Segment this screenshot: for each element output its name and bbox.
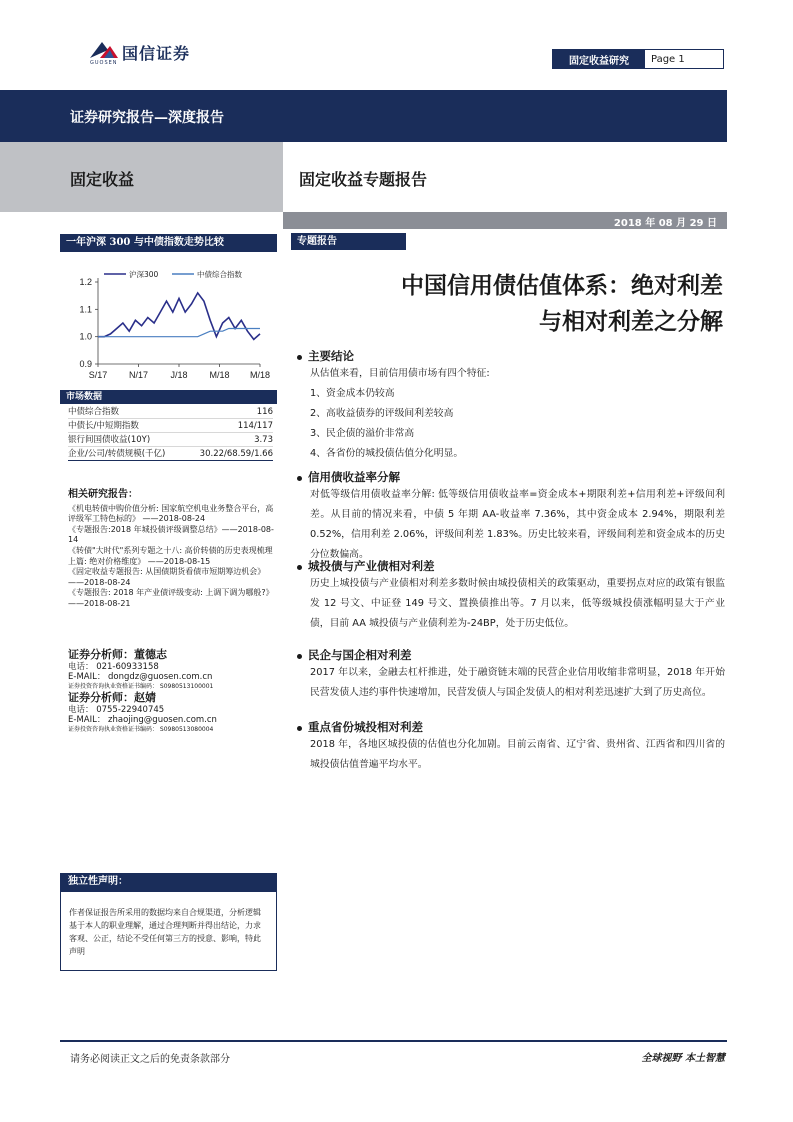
section-body: 2017 年以来，金融去杠杆推进，处于融资链末端的民营企业信用收缩非常明显，2018 年开始民营发债人违约事件快速增加，民营发债人与国企发债人的相对利差迅速扩大到了历史高位。 xyxy=(310,667,725,698)
market-row xyxy=(68,447,273,461)
analyst-license: 证券投资咨询执业资格证书编码： S0980513100001 xyxy=(68,683,214,690)
category-label: 固定收益 xyxy=(70,170,135,189)
title-line-2: 与相对利差之分解 xyxy=(539,308,723,335)
logo-subtext: GUOSEN xyxy=(90,60,118,66)
header-tag-box xyxy=(552,49,724,69)
x-tick-label: M/18 xyxy=(249,370,271,380)
y-tick-label: 1.0 xyxy=(79,331,92,342)
y-tick-label: 1.2 xyxy=(79,277,92,287)
analyst-email[interactable]: E-MAIL： dongdz@guosen.com.cn xyxy=(68,672,213,682)
guosen-logo-icon xyxy=(88,38,120,60)
bullet-icon xyxy=(297,726,302,731)
related-report-item[interactable]: 《专题报告:2018 年城投债评级调整总结》——2018-08-14 xyxy=(68,524,274,545)
date-band-left xyxy=(0,212,283,229)
x-tick-label: J/18 xyxy=(170,370,188,380)
section-body: 对低等级信用债收益率分解: 低等级信用债收益率=资金成本+期限利差+信用利差+评级间利差。从目前的情况来看，中债 5 年期 AA-收益率 7.36%，其中资金成本 2.94%，期限利差 0.52%，信用利差 2.06%，评级间利差 1.83%。历史比较来看，评级间利差和资金成本的历史分位数偏高。 xyxy=(310,489,725,560)
section-chengtou-vs-industrial xyxy=(297,558,725,634)
market-row xyxy=(68,419,273,433)
y-tick-label: 0.9 xyxy=(79,359,92,369)
market-value: 3.73 xyxy=(254,435,273,445)
section-province-spreads xyxy=(297,719,725,775)
logo-text: 国信证券 xyxy=(122,44,191,63)
market-label: 中债综合指数 xyxy=(68,407,120,417)
market-value: 116 xyxy=(256,407,273,417)
independence-title: 独立性声明： xyxy=(60,873,277,891)
footer-divider xyxy=(60,1040,727,1042)
paragraph: 3、民企债的溢价非常高 xyxy=(310,428,415,439)
analyst-license: 证券投资咨询执业资格证书编码： S0980513080004 xyxy=(68,726,214,733)
bullet-icon xyxy=(297,476,302,481)
x-tick-label: S/17 xyxy=(88,370,108,380)
market-value: 30.22/68.59/1.66 xyxy=(199,449,273,459)
section-heading: 主要结论 xyxy=(297,348,725,364)
company-logo xyxy=(88,38,228,68)
paragraph: 从估值来看，目前信用债市场有四个特征: xyxy=(310,368,490,379)
market-data-table xyxy=(68,405,273,461)
market-label: 银行间国债收益(10Y) xyxy=(68,435,151,445)
legend-label: 沪深300 xyxy=(129,270,159,279)
paragraph: 1、资金成本仍较高 xyxy=(310,388,395,399)
analyst-name: 证券分析师：赵婧 xyxy=(68,691,156,704)
series-band xyxy=(283,142,727,212)
section-body xyxy=(297,364,725,464)
market-row xyxy=(68,405,273,419)
section-heading: 重点省份城投相对利差 xyxy=(297,719,725,735)
analyst-name: 证券分析师：董德志 xyxy=(68,648,167,661)
section-heading: 信用债收益率分解 xyxy=(297,469,725,485)
report-type: 证券研究报告—深度报告 xyxy=(70,110,224,126)
market-row xyxy=(68,433,273,447)
section-heading: 民企与国企相对利差 xyxy=(297,647,725,663)
related-report-item[interactable]: 《专题报告: 2018 年产业债评级变动: 上调下调为哪般?》 ——2018-08-21 xyxy=(68,588,274,608)
market-label: 企业/公司/转债规模(千亿) xyxy=(68,449,166,459)
section-heading: 城投债与产业债相对利差 xyxy=(297,558,725,574)
analyst-phone: 电话： 021-60933158 xyxy=(68,662,159,672)
bullet-icon xyxy=(297,565,302,570)
market-label: 中债长/中短期指数 xyxy=(68,421,139,431)
x-tick-label: N/17 xyxy=(128,370,149,380)
chart-title: 一年沪深 300 与中债指数走势比较 xyxy=(60,234,277,252)
topic-tag: 专题报告 xyxy=(291,233,406,250)
section-yield-decomposition xyxy=(297,469,725,565)
market-data-title: 市场数据 xyxy=(60,390,277,404)
market-value: 114/117 xyxy=(237,421,273,431)
category-band xyxy=(0,142,283,212)
page-number: Page 1 xyxy=(651,53,685,65)
report-type-band xyxy=(0,90,727,142)
bullet-icon xyxy=(297,355,302,360)
legend-label: 中债综合指数 xyxy=(197,270,242,279)
research-tag: 固定收益研究 xyxy=(553,50,645,68)
section-main-conclusions xyxy=(297,348,725,464)
related-report-item[interactable]: 《转债"大时代"系列专题之十八: 高价转债的历史表现梳理上篇: 绝对价格维度》 ——2018-08-15 xyxy=(68,545,273,566)
independence-statement: 作者保证报告所采用的数据均来自合规渠道，分析逻辑基于本人的职业理解，通过合理判断并得出结论，力求客观、公正，结论不受任何第三方的授意、影响，特此声明 xyxy=(60,891,277,971)
related-reports-title: 相关研究报告： xyxy=(68,489,138,500)
bullet-icon xyxy=(297,654,302,659)
trend-chart-svg xyxy=(60,260,277,385)
related-report-item[interactable]: 《机电转债中购价值分析: 国家航空机电业务整合平台，高评级军工特色标的》 ——2018-08-24 xyxy=(68,503,274,524)
title-line-1: 中国信用债估值体系：绝对利差 xyxy=(401,272,723,299)
report-title xyxy=(291,268,723,340)
y-tick-label: 1.1 xyxy=(79,304,92,315)
date-band xyxy=(283,212,727,229)
related-report-item[interactable]: 《固定收益专题报告: 从国债期货看债市短期筹边机会》 ——2018-08-24 xyxy=(68,567,266,587)
report-date: 2018 年 08 月 29 日 xyxy=(613,218,717,229)
section-body: 历史上城投债与产业债相对利差多数时候由城投债相关的政策驱动，重要拐点对应的政策有银监发 12 号文、中证登 149 号文、置换债推出等。7 月以来，低等级城投债涨幅明显大于产业债，目前 AA 城投债与产业债利差为-24BP，处于历史低位。 xyxy=(310,578,725,629)
index-trend-chart xyxy=(60,260,277,385)
series-line-bond-index xyxy=(98,329,260,337)
footer-disclaimer[interactable]: 请务必阅读正文之后的免责条款部分 xyxy=(70,1054,230,1065)
paragraph: 4、各省份的城投债估值分化明显。 xyxy=(310,448,464,459)
analyst-email[interactable]: E-MAIL： zhaojing@guosen.com.cn xyxy=(68,715,217,725)
section-private-vs-soe xyxy=(297,647,725,703)
footer-slogan: 全球视野 本土智慧 xyxy=(641,1053,725,1064)
report-series: 固定收益专题报告 xyxy=(299,170,428,189)
paragraph: 2、高收益债券的评级间利差较高 xyxy=(310,408,454,419)
series-line-hs300 xyxy=(98,293,260,340)
x-tick-label: M/18 xyxy=(209,370,230,380)
analyst-phone: 电话： 0755-22940745 xyxy=(68,705,165,715)
related-reports xyxy=(68,490,276,610)
section-body: 2018 年，各地区城投债的估值也分化加剧。目前云南省、辽宁省、贵州省、江西省和四川省的城投债估值普遍平均水平。 xyxy=(310,739,725,770)
analyst-info xyxy=(68,648,278,734)
